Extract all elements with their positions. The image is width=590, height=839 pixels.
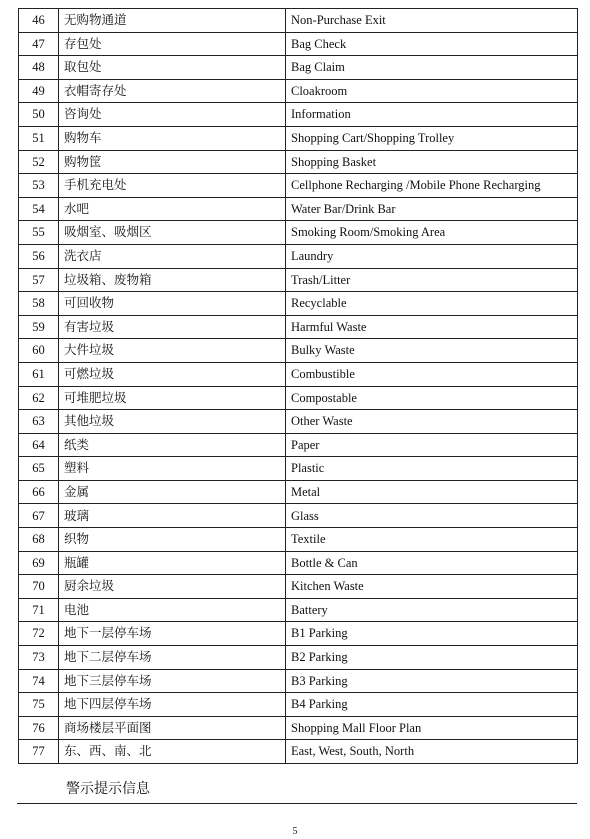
row-number: 51 <box>19 126 59 150</box>
english-term: Battery <box>286 598 578 622</box>
table-row <box>19 339 578 363</box>
chinese-term: 购物筐 <box>59 150 286 174</box>
chinese-term: 大件垃圾 <box>59 339 286 363</box>
english-term: Smoking Room/Smoking Area <box>286 221 578 245</box>
table-row <box>19 174 578 198</box>
table-row <box>19 268 578 292</box>
table-row <box>19 740 578 764</box>
table-row <box>19 103 578 127</box>
chinese-term: 垃圾箱、废物箱 <box>59 268 286 292</box>
english-term: B3 Parking <box>286 669 578 693</box>
table-row <box>19 598 578 622</box>
english-term: Bottle & Can <box>286 551 578 575</box>
row-number: 52 <box>19 150 59 174</box>
chinese-term: 地下四层停车场 <box>59 693 286 717</box>
row-number: 63 <box>19 410 59 434</box>
chinese-term: 衣帽寄存处 <box>59 79 286 103</box>
page-number: 5 <box>292 826 298 837</box>
chinese-term: 存包处 <box>59 32 286 56</box>
english-term: Laundry <box>286 244 578 268</box>
row-number: 72 <box>19 622 59 646</box>
row-number: 75 <box>19 693 59 717</box>
chinese-term: 手机充电处 <box>59 174 286 198</box>
table-row <box>19 457 578 481</box>
row-number: 47 <box>19 32 59 56</box>
chinese-term: 可燃垃圾 <box>59 362 286 386</box>
chinese-term: 无购物通道 <box>59 9 286 33</box>
english-term: Plastic <box>286 457 578 481</box>
chinese-term: 地下三层停车场 <box>59 669 286 693</box>
chinese-term: 金属 <box>59 480 286 504</box>
table-row <box>19 315 578 339</box>
english-term: Combustible <box>286 362 578 386</box>
english-term: Cellphone Recharging /Mobile Phone Recharging <box>286 174 578 198</box>
chinese-term: 可堆肥垃圾 <box>59 386 286 410</box>
chinese-term: 东、西、南、北 <box>59 740 286 764</box>
terms-table-body <box>19 9 578 764</box>
row-number: 69 <box>19 551 59 575</box>
chinese-term: 织物 <box>59 528 286 552</box>
table-row <box>19 504 578 528</box>
table-row <box>19 32 578 56</box>
chinese-term: 取包处 <box>59 56 286 80</box>
row-number: 62 <box>19 386 59 410</box>
english-term: Shopping Basket <box>286 150 578 174</box>
table-row <box>19 716 578 740</box>
english-term: Water Bar/Drink Bar <box>286 197 578 221</box>
chinese-term: 洗衣店 <box>59 244 286 268</box>
english-term: Cloakroom <box>286 79 578 103</box>
row-number: 70 <box>19 575 59 599</box>
row-number: 64 <box>19 433 59 457</box>
english-term: Other Waste <box>286 410 578 434</box>
english-term: Paper <box>286 433 578 457</box>
table-row <box>19 56 578 80</box>
row-number: 48 <box>19 56 59 80</box>
row-number: 54 <box>19 197 59 221</box>
chinese-term: 地下一层停车场 <box>59 622 286 646</box>
row-number: 61 <box>19 362 59 386</box>
english-term: Bag Check <box>286 32 578 56</box>
row-number: 56 <box>19 244 59 268</box>
table-row <box>19 9 578 33</box>
row-number: 67 <box>19 504 59 528</box>
english-term: Kitchen Waste <box>286 575 578 599</box>
chinese-term: 电池 <box>59 598 286 622</box>
english-term: Shopping Cart/Shopping Trolley <box>286 126 578 150</box>
english-term: Information <box>286 103 578 127</box>
table-row <box>19 244 578 268</box>
english-term: B2 Parking <box>286 646 578 670</box>
table-row <box>19 575 578 599</box>
table-row <box>19 79 578 103</box>
row-number: 68 <box>19 528 59 552</box>
chinese-term: 购物车 <box>59 126 286 150</box>
chinese-term: 商场楼层平面图 <box>59 716 286 740</box>
english-term: Shopping Mall Floor Plan <box>286 716 578 740</box>
table-row <box>19 197 578 221</box>
english-term: Bag Claim <box>286 56 578 80</box>
english-term: Bulky Waste <box>286 339 578 363</box>
table-row <box>19 433 578 457</box>
chinese-term: 塑料 <box>59 457 286 481</box>
row-number: 55 <box>19 221 59 245</box>
chinese-term: 厨余垃圾 <box>59 575 286 599</box>
row-number: 50 <box>19 103 59 127</box>
row-number: 60 <box>19 339 59 363</box>
english-term: Recyclable <box>286 292 578 316</box>
row-number: 53 <box>19 174 59 198</box>
chinese-term: 纸类 <box>59 433 286 457</box>
chinese-term: 吸烟室、吸烟区 <box>59 221 286 245</box>
terms-table <box>18 8 578 764</box>
chinese-term: 水吧 <box>59 197 286 221</box>
table-row <box>19 126 578 150</box>
table-row <box>19 528 578 552</box>
table-row <box>19 221 578 245</box>
table-row <box>19 292 578 316</box>
chinese-term: 玻璃 <box>59 504 286 528</box>
english-term: East, West, South, North <box>286 740 578 764</box>
section-title: 警示提示信息 <box>66 781 150 797</box>
chinese-term: 其他垃圾 <box>59 410 286 434</box>
english-term: Glass <box>286 504 578 528</box>
english-term: Trash/Litter <box>286 268 578 292</box>
chinese-term: 地下二层停车场 <box>59 646 286 670</box>
english-term: Compostable <box>286 386 578 410</box>
table-row <box>19 551 578 575</box>
chinese-term: 咨询处 <box>59 103 286 127</box>
row-number: 73 <box>19 646 59 670</box>
english-term: B4 Parking <box>286 693 578 717</box>
table-row <box>19 646 578 670</box>
chinese-term: 有害垃圾 <box>59 315 286 339</box>
table-row <box>19 669 578 693</box>
footer-rule <box>17 803 577 804</box>
row-number: 59 <box>19 315 59 339</box>
table-row <box>19 410 578 434</box>
row-number: 57 <box>19 268 59 292</box>
row-number: 71 <box>19 598 59 622</box>
row-number: 49 <box>19 79 59 103</box>
english-term: Harmful Waste <box>286 315 578 339</box>
row-number: 77 <box>19 740 59 764</box>
row-number: 58 <box>19 292 59 316</box>
table-row <box>19 480 578 504</box>
row-number: 74 <box>19 669 59 693</box>
chinese-term: 可回收物 <box>59 292 286 316</box>
row-number: 46 <box>19 9 59 33</box>
chinese-term: 瓶罐 <box>59 551 286 575</box>
english-term: Metal <box>286 480 578 504</box>
row-number: 66 <box>19 480 59 504</box>
table-row <box>19 150 578 174</box>
row-number: 65 <box>19 457 59 481</box>
row-number: 76 <box>19 716 59 740</box>
table-row <box>19 622 578 646</box>
table-row <box>19 386 578 410</box>
english-term: Textile <box>286 528 578 552</box>
english-term: B1 Parking <box>286 622 578 646</box>
table-row <box>19 693 578 717</box>
table-row <box>19 362 578 386</box>
terms-table-container <box>18 8 577 764</box>
english-term: Non-Purchase Exit <box>286 9 578 33</box>
